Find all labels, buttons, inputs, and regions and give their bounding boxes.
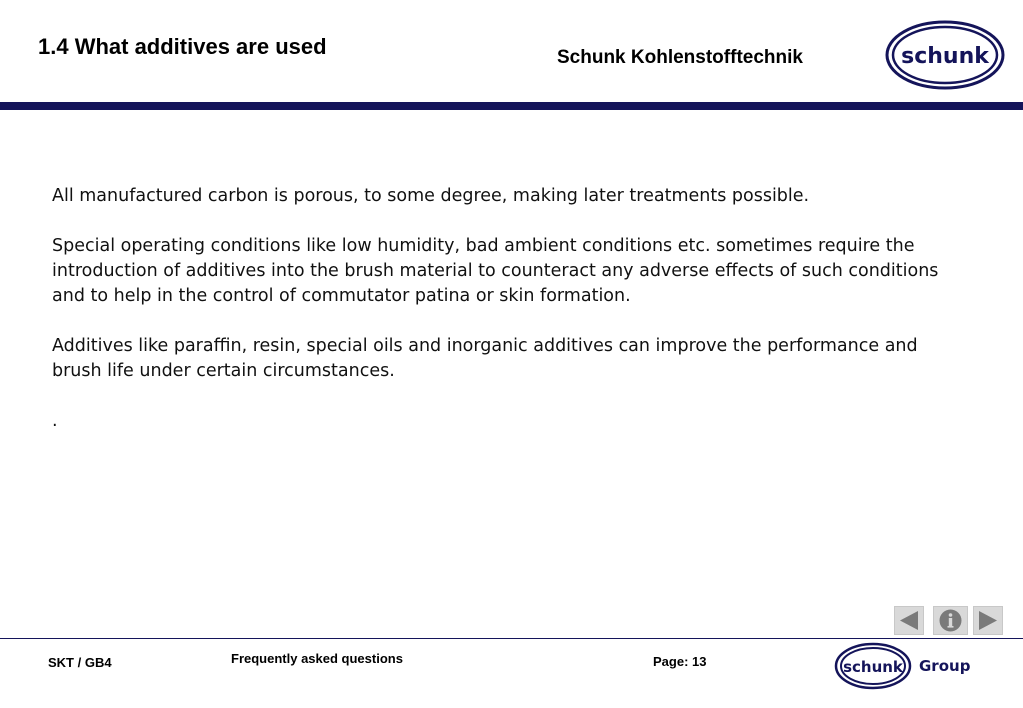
previous-icon — [895, 607, 923, 634]
info-button[interactable] — [933, 606, 968, 635]
paragraph-trailing-dot: . — [52, 411, 58, 431]
page-number: Page: 13 — [653, 654, 707, 669]
footer-department: SKT / GB4 — [48, 655, 112, 670]
previous-button[interactable] — [894, 606, 924, 635]
schunk-group-logo — [833, 641, 977, 691]
schunk-logo — [883, 18, 1008, 92]
logo-group-text: Group — [919, 657, 971, 675]
footer-divider — [0, 638, 1023, 639]
slide-title: 1.4 What additives are used — [38, 34, 327, 59]
next-button[interactable] — [973, 606, 1003, 635]
logo-text: schunk — [843, 658, 903, 676]
footer-topic: Frequently asked questions — [231, 651, 403, 666]
info-icon — [934, 607, 967, 634]
company-name: Schunk Kohlenstofftechnik — [557, 47, 803, 68]
paragraph-operating-conditions: Special operating conditions like low humidity, bad ambient conditions etc. sometimes require the introduction of additives into the brush material to counteract any adverse effects of such conditions and to help in the control of commutator patina or skin formation. — [52, 236, 939, 306]
header-divider — [0, 102, 1023, 110]
paragraph-additives: Additives like paraffin, resin, special oils and inorganic additives can improve the performance and brush life under certain circumstances. — [52, 336, 918, 381]
slide-body — [52, 184, 972, 459]
next-icon — [974, 607, 1002, 634]
paragraph-porosity: All manufactured carbon is porous, to some degree, making later treatments possible. — [52, 186, 810, 206]
logo-text: schunk — [901, 44, 989, 69]
